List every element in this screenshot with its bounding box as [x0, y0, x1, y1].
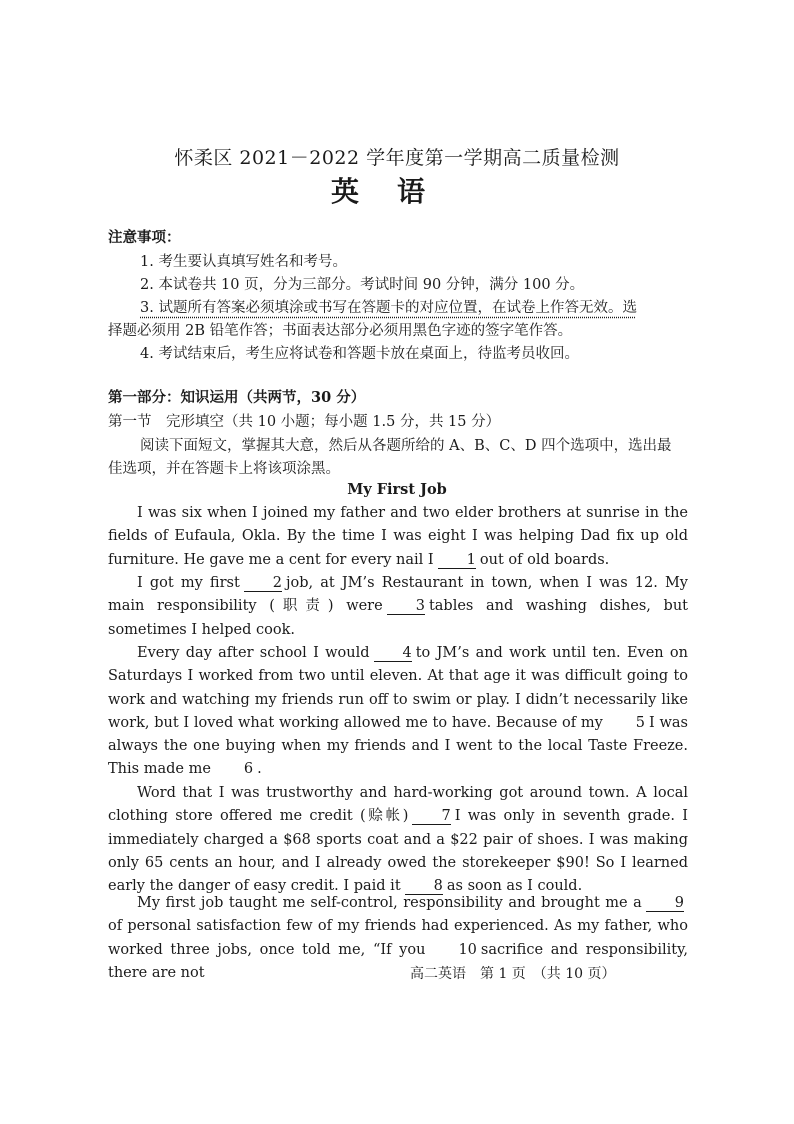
- page-footer: 高二英语 第 1 页 （共 10 页）: [410, 966, 616, 982]
- cloze-blank-2: 2: [244, 576, 282, 592]
- paragraph-text: I was six when I joined my father and two elder brothers at sunrise in the fields of Eufaula, Okla. By the time I was eight I was helping Dad fix up old furniture. He gave me a cent for every nail I: [108, 505, 688, 568]
- instruction-line-1: 阅读下面短文，掌握其大意，然后从各题所给的 A、B、C、D 四个选项中，选出最: [140, 438, 672, 454]
- notice-heading: 注意事项：: [108, 229, 181, 246]
- cloze-blank-4: 4: [374, 646, 412, 662]
- passage-title: My First Job: [347, 481, 447, 498]
- paragraph-text: job, at JM’s Restaurant in town, when I was 12. My main responsibility (职责) were: [108, 575, 688, 615]
- paragraph-text: I got my first: [137, 575, 240, 591]
- paragraph-text: My first job taught me self-control, responsibility and brought me a: [137, 895, 642, 911]
- subject-heading: 英语: [330, 175, 463, 208]
- paragraph-text: as soon as I could.: [446, 878, 583, 895]
- passage-paragraph-4: [108, 782, 688, 898]
- paragraph-text: Every day after school I would: [137, 645, 370, 661]
- notice-item-4: 4. 考试结束后，考生应将试卷和答题卡放在桌面上，待监考员收回。: [140, 346, 579, 362]
- passage-paragraph-3: [108, 642, 688, 782]
- paragraph-text: Word that I was trustworthy and hard-working got around town. A local clothing store offered me credit (赊帐): [108, 785, 688, 825]
- cloze-blank-9: 9: [646, 896, 684, 912]
- cloze-blank-8: 8: [405, 879, 443, 895]
- notice-item-2: 2. 本试卷共 10 页，分为三部分。考试时间 90 分钟，满分 100 分。: [140, 277, 585, 293]
- paragraph-text: I was only in seventh grade. I immediately charged a $68 sports coat and a $22 pair of shoes. I was making only 65 cents an hour, and I already owed the storekeeper $90! So I learned early the danger of easy credit. I paid it: [108, 808, 688, 895]
- cloze-blank-1: 1: [438, 553, 476, 569]
- paragraph-text: sacrifice and responsibility, there are not: [108, 941, 688, 981]
- paragraph-text: to JM’s and work until ten. Even on Saturdays I worked from two until eleven. At that age it was difficult going to work and watching my friends run off to swim or play. I didn’t necessarily like work, but I loved what working allowed me to have. Because of my: [108, 645, 689, 731]
- cloze-blank-6: 6: [243, 761, 254, 778]
- passage-paragraph-1: [108, 502, 688, 572]
- cloze-blank-7: 7: [412, 809, 450, 825]
- instruction-line-2: 佳选项，并在答题卡上将该项涂黑。: [108, 461, 340, 477]
- subsection-heading: 第一节 完形填空（共 10 小题；每小题 1.5 分，共 15 分）: [108, 414, 501, 430]
- notice-item-3: 3. 试题所有答案必须填涂或书写在答题卡的对应位置，在试卷上作答无效。选: [140, 300, 637, 316]
- part-heading: 第一部分：知识运用（共两节，30 分）: [108, 389, 366, 406]
- passage-paragraph-2: [108, 572, 688, 642]
- paragraph-text: out of old boards.: [479, 551, 610, 568]
- cloze-blank-5: 5: [635, 714, 646, 731]
- notice-item-3-cont: 择题必须用 2B 铅笔作答；书面表达部分必须用黑色字迹的签字笔作答。: [108, 323, 573, 339]
- notice-item-1: 1. 考生要认真填写姓名和考号。: [140, 254, 347, 270]
- paragraph-text: of personal satisfaction few of my friends had experienced. As my father, who worked three jobs, once told me, “If you: [108, 918, 688, 958]
- paragraph-text: tables and washing dishes, but sometimes I helped cook.: [108, 598, 688, 638]
- paragraph-text: I was always the one buying when my friends and I went to the local Taste Freeze. This made me: [108, 714, 688, 778]
- cloze-blank-3: 3: [387, 599, 425, 615]
- paragraph-text: .: [257, 761, 262, 778]
- exam-title: 怀柔区 2021－2022 学年度第一学期高二质量检测: [174, 147, 620, 169]
- cloze-blank-10: 10: [458, 941, 477, 958]
